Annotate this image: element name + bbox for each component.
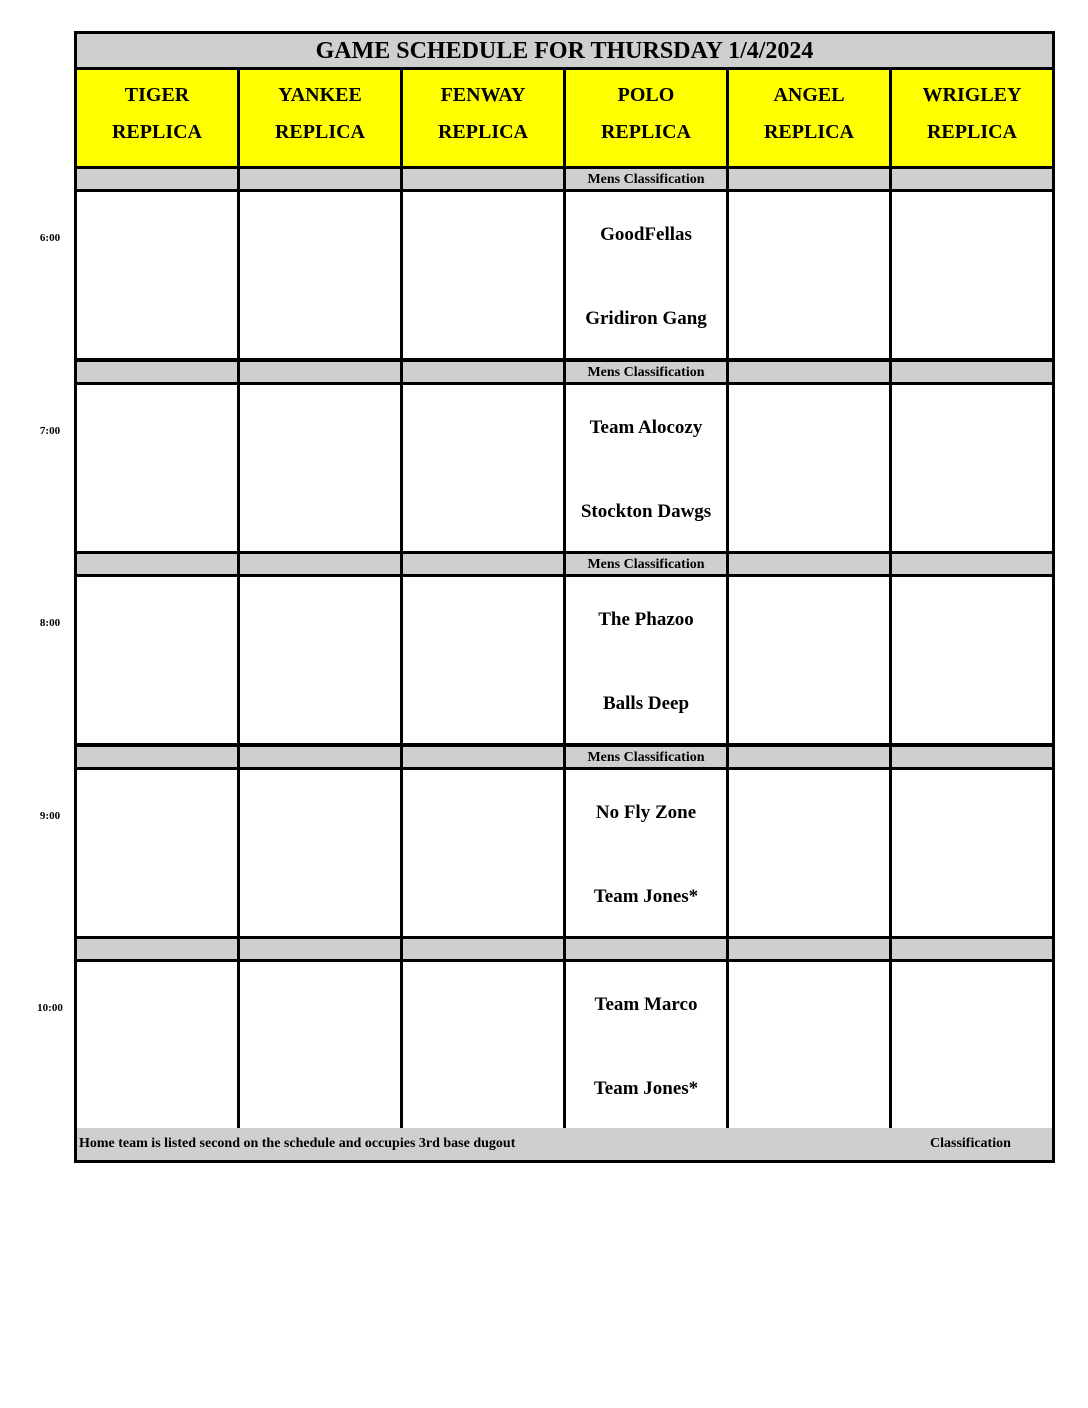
time-label: 8:00 <box>39 617 61 629</box>
empty-cell <box>240 962 400 1128</box>
classification-bar: Mens Classification <box>566 362 726 382</box>
venue-type: REPLICA <box>600 121 691 143</box>
venue-name: FENWAY <box>440 84 526 106</box>
empty-bar <box>403 939 563 959</box>
empty-cell <box>729 962 889 1128</box>
away-team: Team Alocozy <box>589 417 703 438</box>
venue-type: REPLICA <box>763 121 854 143</box>
empty-bar <box>403 169 563 189</box>
empty-bar <box>240 747 400 767</box>
empty-bar <box>892 362 1052 382</box>
empty-cell <box>403 770 563 936</box>
classification-label: Classification <box>930 1136 1011 1151</box>
empty-bar <box>240 169 400 189</box>
venue-header-fenway <box>403 70 563 166</box>
empty-bar <box>240 939 400 959</box>
venue-type: REPLICA <box>926 121 1017 143</box>
venue-type: REPLICA <box>437 121 528 143</box>
classification-bar: Mens Classification <box>566 169 726 189</box>
empty-cell <box>77 385 237 551</box>
home-team: Gridiron Gang <box>585 308 707 329</box>
home-team: Balls Deep <box>602 693 690 714</box>
home-team: Stockton Dawgs <box>580 501 712 522</box>
venue-name: ANGEL <box>773 84 845 106</box>
empty-bar <box>77 939 237 959</box>
empty-bar <box>403 554 563 574</box>
empty-bar <box>77 362 237 382</box>
empty-bar <box>729 554 889 574</box>
venue-name: WRIGLEY <box>922 84 1022 106</box>
away-team: Team Marco <box>594 994 698 1015</box>
empty-cell <box>892 962 1052 1128</box>
empty-bar <box>892 169 1052 189</box>
empty-cell <box>240 577 400 743</box>
venue-type: REPLICA <box>274 121 365 143</box>
venue-header-wrigley <box>892 70 1052 166</box>
game-cell <box>566 770 726 936</box>
empty-bar <box>77 747 237 767</box>
away-team: No Fly Zone <box>595 802 697 823</box>
game-cell <box>566 192 726 358</box>
venue-name: POLO <box>617 84 675 106</box>
game-cell <box>566 962 726 1128</box>
empty-bar <box>403 362 563 382</box>
time-label: 6:00 <box>39 232 61 244</box>
venue-header-polo <box>566 70 726 166</box>
home-team: Team Jones* <box>593 1078 699 1099</box>
empty-cell <box>77 962 237 1128</box>
empty-cell <box>892 770 1052 936</box>
time-label: 9:00 <box>39 810 61 822</box>
venue-name: YANKEE <box>278 84 362 106</box>
empty-cell <box>403 577 563 743</box>
classification-bar: Mens Classification <box>566 554 726 574</box>
empty-bar <box>403 747 563 767</box>
empty-bar <box>729 939 889 959</box>
empty-cell <box>77 192 237 358</box>
classification-bar <box>566 939 726 959</box>
empty-cell <box>77 770 237 936</box>
empty-bar <box>77 169 237 189</box>
venue-name: TIGER <box>124 84 190 106</box>
home-team-note: Home team is listed second on the schedule and occupies 3rd base dugout <box>79 1136 516 1151</box>
venue-type: REPLICA <box>111 121 202 143</box>
empty-cell <box>403 962 563 1128</box>
empty-cell <box>892 577 1052 743</box>
schedule-title: GAME SCHEDULE FOR THURSDAY 1/4/2024 <box>77 34 1052 67</box>
empty-bar <box>240 554 400 574</box>
empty-cell <box>403 385 563 551</box>
time-label: 10:00 <box>37 1002 63 1014</box>
empty-bar <box>892 747 1052 767</box>
empty-bar <box>892 939 1052 959</box>
empty-bar <box>729 747 889 767</box>
empty-cell <box>729 577 889 743</box>
venue-header-tiger <box>77 70 237 166</box>
empty-cell <box>240 192 400 358</box>
venue-header-yankee <box>240 70 400 166</box>
home-team: Team Jones* <box>593 886 699 907</box>
empty-bar <box>729 169 889 189</box>
empty-cell <box>240 385 400 551</box>
empty-cell <box>892 192 1052 358</box>
empty-bar <box>240 362 400 382</box>
away-team: GoodFellas <box>600 224 692 245</box>
empty-cell <box>403 192 563 358</box>
empty-cell <box>77 577 237 743</box>
empty-cell <box>892 385 1052 551</box>
empty-bar <box>892 554 1052 574</box>
away-team: The Phazoo <box>598 609 694 630</box>
time-label: 7:00 <box>39 425 61 437</box>
schedule-footer <box>77 1128 1052 1160</box>
empty-cell <box>729 385 889 551</box>
empty-bar <box>77 554 237 574</box>
game-cell <box>566 577 726 743</box>
empty-cell <box>729 192 889 358</box>
venue-header-angel <box>729 70 889 166</box>
classification-bar: Mens Classification <box>566 747 726 767</box>
empty-cell <box>729 770 889 936</box>
empty-cell <box>240 770 400 936</box>
schedule-table <box>74 31 1055 1163</box>
game-cell <box>566 385 726 551</box>
empty-bar <box>729 362 889 382</box>
